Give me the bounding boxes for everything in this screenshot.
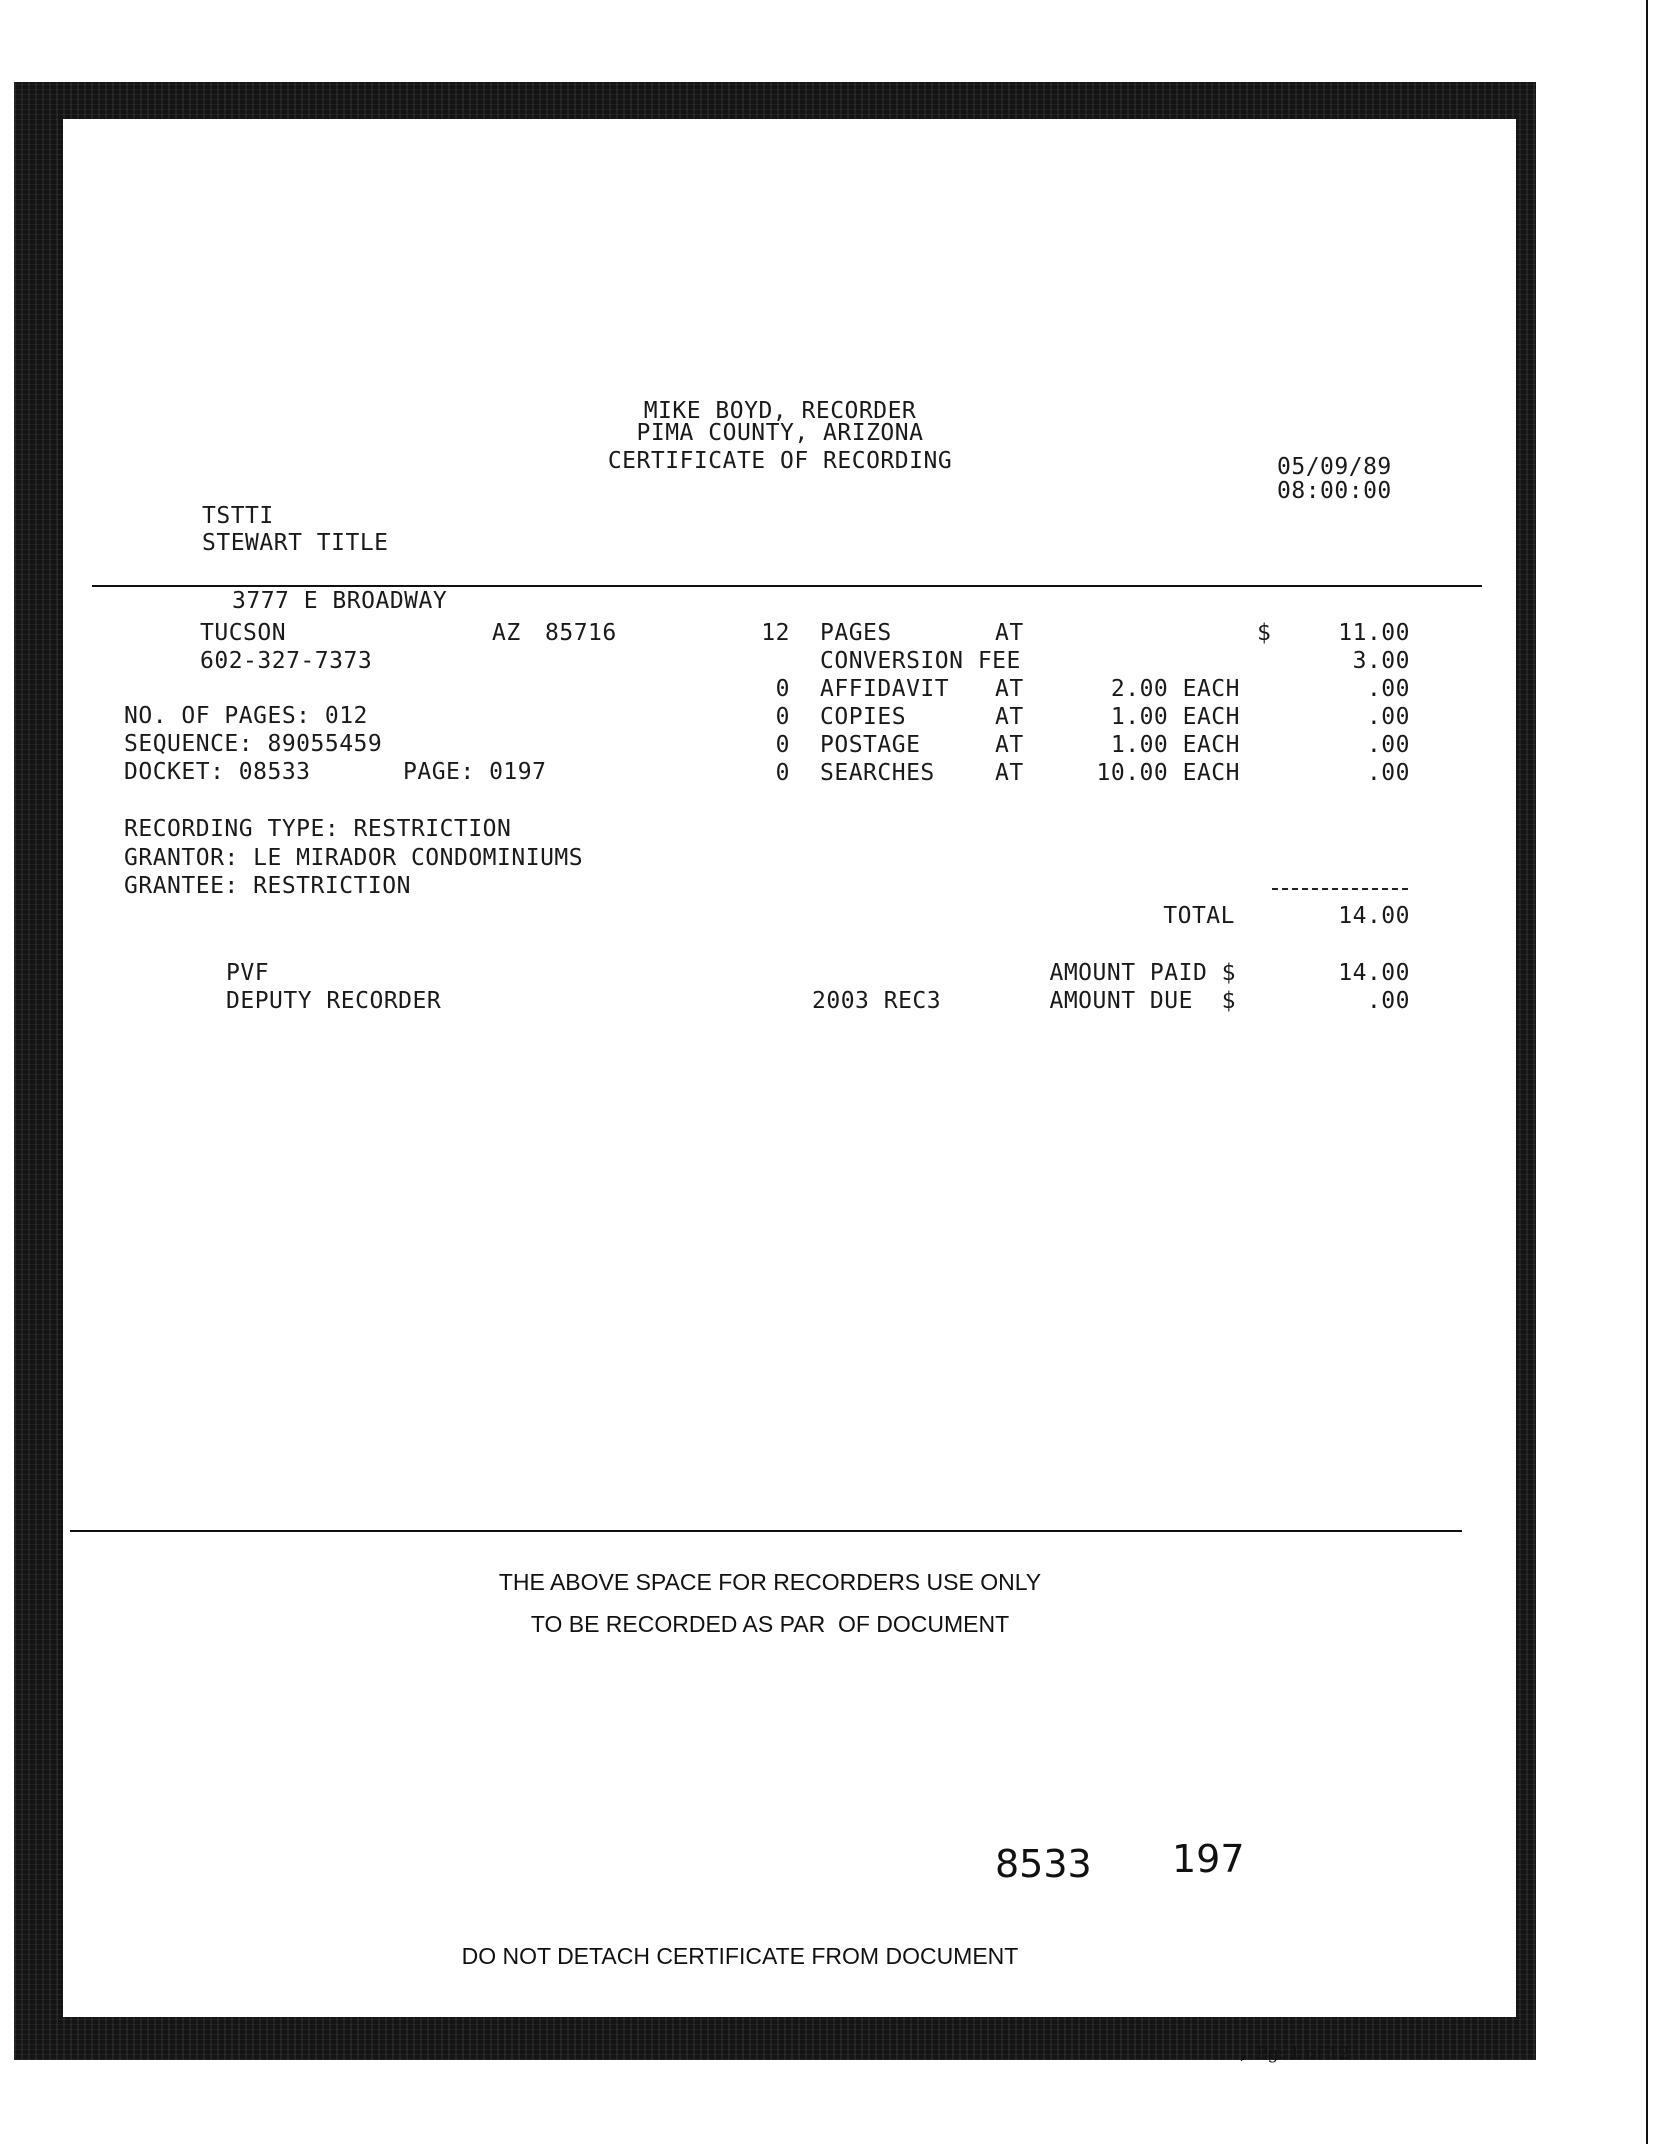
fee-qty: 0 [775, 732, 790, 758]
fee-amount: .00 [1366, 732, 1410, 758]
record-time: 08:00:00 [1277, 478, 1392, 504]
recording-type: RECORDING TYPE: RESTRICTION [124, 816, 512, 842]
recorder-use-note: THE ABOVE SPACE FOR RECORDERS USE ONLY [498, 1569, 1042, 1595]
fee-item: CONVERSION FEE [820, 648, 1021, 674]
docket-number: DOCKET: 08533 [124, 759, 311, 785]
amount-paid-label: AMOUNT PAID $ [1049, 960, 1236, 986]
page-count: , Pg: 1 of 12 [1240, 2044, 1350, 2064]
fee-dollar-sign: $ [1257, 620, 1272, 646]
fee-rate: 2.00 EACH [1110, 676, 1240, 702]
fee-qty: 0 [775, 704, 790, 730]
fee-at: AT [995, 620, 1024, 646]
clerk-title: DEPUTY RECORDER [226, 988, 442, 1014]
certificate-title: CERTIFICATE OF RECORDING [607, 448, 953, 474]
fee-at: AT [995, 760, 1024, 786]
fee-rate: 1.00 EACH [1110, 704, 1240, 730]
fee-rate: 10.00 EACH [1096, 760, 1240, 786]
party-street: 3777 E BROADWAY [232, 588, 448, 614]
fee-item: AFFIDAVIT [820, 676, 950, 702]
fee-item: COPIES [820, 704, 907, 730]
recorder-name: MIKE BOYD, RECORDER [643, 398, 917, 424]
grantee: GRANTEE: RESTRICTION [124, 873, 411, 899]
page-number: PAGE: 0197 [403, 759, 547, 785]
county-state: PIMA COUNTY, ARIZONA [636, 420, 924, 446]
stamp-docket: 8533 [995, 1842, 1092, 1886]
fee-item: SEARCHES [820, 760, 935, 786]
fee-at: AT [995, 704, 1024, 730]
recorded-as-note: TO BE RECORDED AS PAR OF DOCUMENT [530, 1611, 1010, 1637]
do-not-detach-note: DO NOT DETACH CERTIFICATE FROM DOCUMENT [461, 1943, 1019, 1969]
fee-amount: .00 [1366, 676, 1410, 702]
party-city: TUCSON [200, 620, 287, 646]
fee-amount: .00 [1366, 704, 1410, 730]
fee-amount: 3.00 [1352, 648, 1410, 674]
party-code: TSTTI [202, 503, 274, 529]
fee-at: AT [995, 676, 1024, 702]
grantor: GRANTOR: LE MIRADOR CONDOMINIUMS [124, 845, 584, 871]
total-label: TOTAL [1163, 903, 1235, 929]
recorder-space-divider [70, 1530, 1462, 1532]
sequence-number: SEQUENCE: 89055459 [124, 731, 383, 757]
party-zip: 85716 [545, 620, 617, 646]
amount-due: .00 [1366, 988, 1410, 1014]
fee-item: POSTAGE [820, 732, 921, 758]
terminal-id: 2003 REC3 [812, 988, 942, 1014]
header-divider [92, 585, 1482, 587]
amount-paid: 14.00 [1338, 960, 1410, 986]
total-underline [1272, 888, 1408, 890]
party-phone: 602-327-7373 [200, 648, 373, 674]
right-edge-rule [1646, 0, 1648, 2144]
party-name: STEWART TITLE [202, 530, 389, 556]
fee-at: AT [995, 732, 1024, 758]
stamp-page: 197 [1172, 1837, 1245, 1881]
party-state: AZ [492, 620, 521, 646]
fee-qty: 0 [775, 760, 790, 786]
fee-qty: 0 [775, 676, 790, 702]
fee-qty: 12 [761, 620, 790, 646]
fee-rate: 1.00 EACH [1110, 732, 1240, 758]
fee-amount: 11.00 [1338, 620, 1410, 646]
fee-amount: .00 [1366, 760, 1410, 786]
amount-due-label: AMOUNT DUE $ [1049, 988, 1236, 1014]
clerk-initials: PVF [226, 960, 270, 986]
fee-item: PAGES [820, 620, 892, 646]
number-of-pages: NO. OF PAGES: 012 [124, 703, 368, 729]
record-date: 05/09/89 [1277, 454, 1392, 480]
total-amount: 14.00 [1338, 903, 1410, 929]
